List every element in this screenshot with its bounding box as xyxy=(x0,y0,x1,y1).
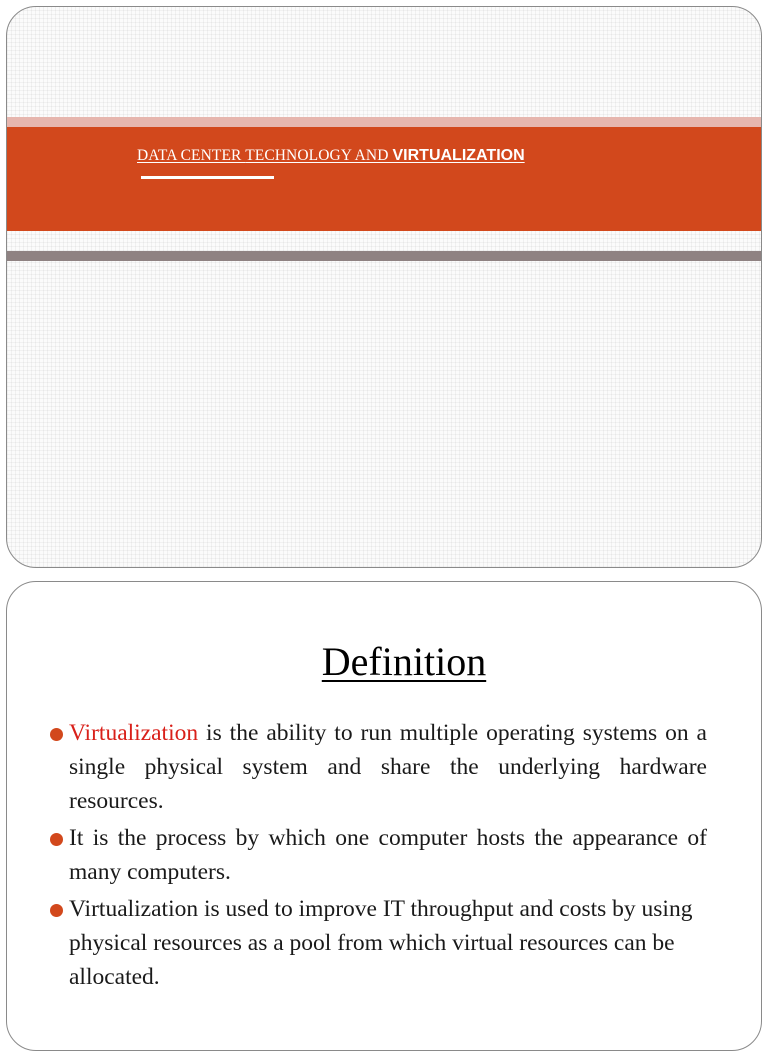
title-slide xyxy=(6,6,762,568)
bullet-dot-icon xyxy=(50,833,63,846)
definition-heading: Definition xyxy=(321,639,487,684)
list-item xyxy=(47,892,707,994)
bullet-text: It is the process by which one computer hosts the appearance of many computers. xyxy=(69,825,707,885)
title-band-accent xyxy=(7,117,761,127)
title-part-data-center: DATA CENTER xyxy=(137,147,246,164)
definition-slide xyxy=(6,581,762,1051)
bullet-text: Virtualization is used to improve IT throughput and costs by using physical resources as a pool from which virtual resources can be allocated. xyxy=(69,896,693,990)
definition-list xyxy=(47,716,707,997)
bullet-text: is the ability to run multiple operating systems on a single physical system and share the underlying hardware resources. xyxy=(69,720,707,814)
title-part-virtualization: VIRTUALIZATION xyxy=(392,147,525,164)
list-item xyxy=(47,716,707,818)
title-underline-bar xyxy=(141,176,274,179)
highlight-term: Virtualization xyxy=(69,720,199,746)
bullet-dot-icon xyxy=(50,904,63,917)
slide-title xyxy=(137,147,525,165)
bullet-dot-icon xyxy=(50,728,63,741)
divider-band xyxy=(7,251,761,261)
title-part-technology: TECHNOLOGY AND xyxy=(245,147,393,164)
list-item xyxy=(47,821,707,889)
title-band xyxy=(7,127,761,231)
